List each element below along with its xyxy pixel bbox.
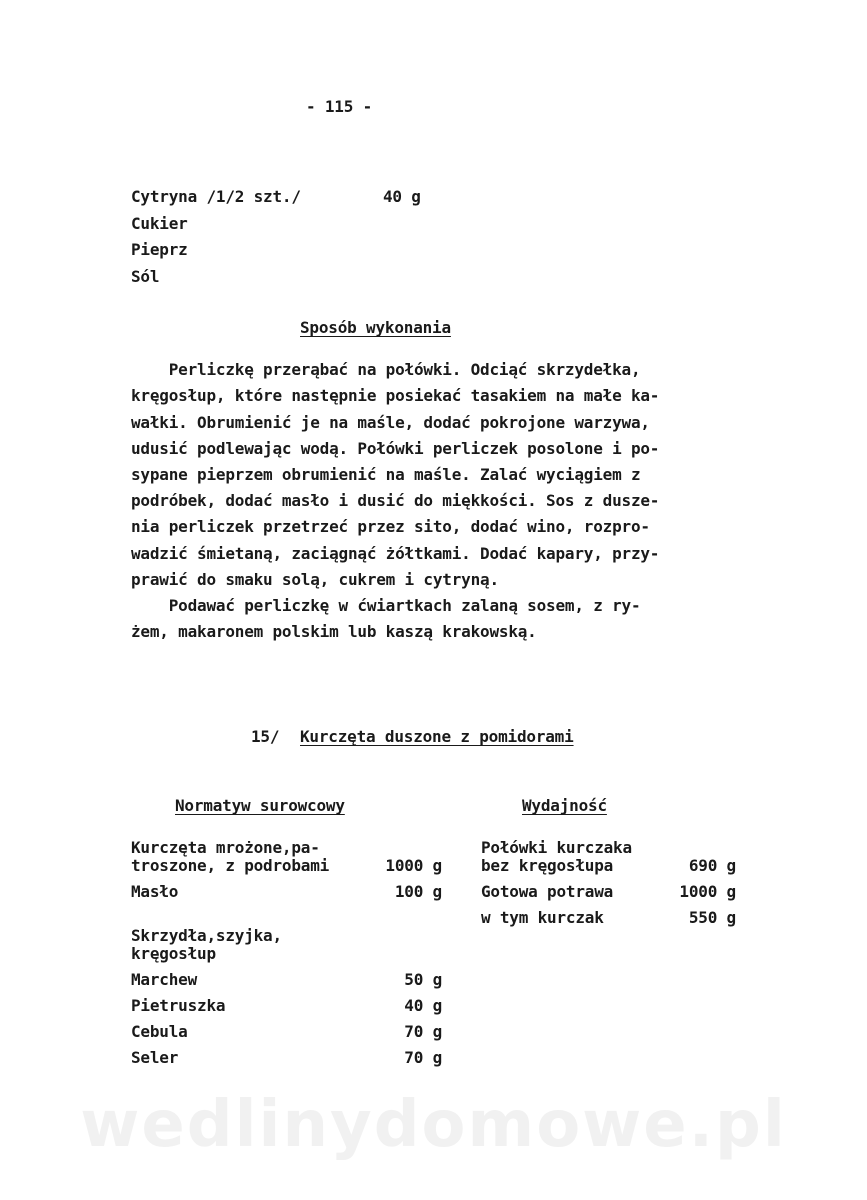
ingredient-name: Pieprz [131,240,188,259]
raw-item-name: Cebula [131,1022,188,1041]
ingredient-name: Cytryna /1/2 szt./ [131,187,301,206]
method-line: udusić podlewając wodą. Połówki perliczek posolone i po- [131,439,660,458]
method-heading: Sposób wykonania [300,318,451,337]
raw-item-name: Marchew [131,970,198,989]
raw-item-name: Seler [131,1048,179,1067]
raw-item-qty: 100 g [394,882,442,901]
raw-item-qty: 70 g [404,1022,442,1041]
yield-item-qty: 690 g [688,856,736,875]
raw-item-name: kręgosłup [131,944,216,963]
method-line: wałki. Obrumienić je na maśle, dodać pokrojone warzywa, [131,413,650,432]
ingredient-qty: 40 g [383,187,421,206]
recipe-title: Kurczęta duszone z pomidorami [300,727,574,746]
watermark: wedlinydomowe.pl [80,1088,787,1162]
yield-item-qty: 550 g [688,908,736,927]
raw-item-qty: 70 g [404,1048,442,1067]
recipe-number: 15/ [251,727,280,746]
yield-item-name: Gotowa potrawa [481,882,614,901]
raw-item-qty: 50 g [404,970,442,989]
raw-item-name: Pietruszka [131,996,226,1015]
ingredient-name: Cukier [131,214,188,233]
method-line: żem, makaronem polskim lub kaszą krakowską. [131,622,537,641]
yield-heading: Wydajność [522,796,607,815]
raw-item-name: Masło [131,882,179,901]
raw-item-name: Kurczęta mrożone,pa- [131,838,320,857]
yield-item-name: bez kręgosłupa [481,856,614,875]
method-line: prawić do smaku solą, cukrem i cytryną. [131,570,499,589]
method-line: Podawać perliczkę w ćwiartkach zalaną sosem, z ry- [131,596,641,615]
method-line: kręgosłup, które następnie posiekać tasakiem na małe ka- [131,386,660,405]
yield-item-name: w tym kurczak [481,908,604,927]
method-line: Perliczkę przerąbać na połówki. Odciąć skrzydełka, [131,360,641,379]
ingredient-name: Sól [131,267,160,286]
page-number: - 115 - [306,97,373,116]
raw-item-qty: 1000 g [385,856,442,875]
method-line: sypane pieprzem obrumienić na maśle. Zalać wyciągiem z [131,465,641,484]
raw-item-qty: 40 g [404,996,442,1015]
raw-item-name: troszone, z podrobami [131,856,330,875]
method-line: nia perliczek przetrzeć przez sito, dodać wino, rozpro- [131,517,650,536]
method-line: podróbek, dodać masło i dusić do miękkości. Sos z dusze- [131,491,660,510]
yield-item-name: Połówki kurczaka [481,838,632,857]
yield-item-qty: 1000 g [679,882,736,901]
raw-item-name: Skrzydła,szyjka, [131,926,282,945]
raw-materials-heading: Normatyw surowcowy [175,796,345,815]
method-line: wadzić śmietaną, zaciągnąć żółtkami. Dodać kapary, przy- [131,544,660,563]
